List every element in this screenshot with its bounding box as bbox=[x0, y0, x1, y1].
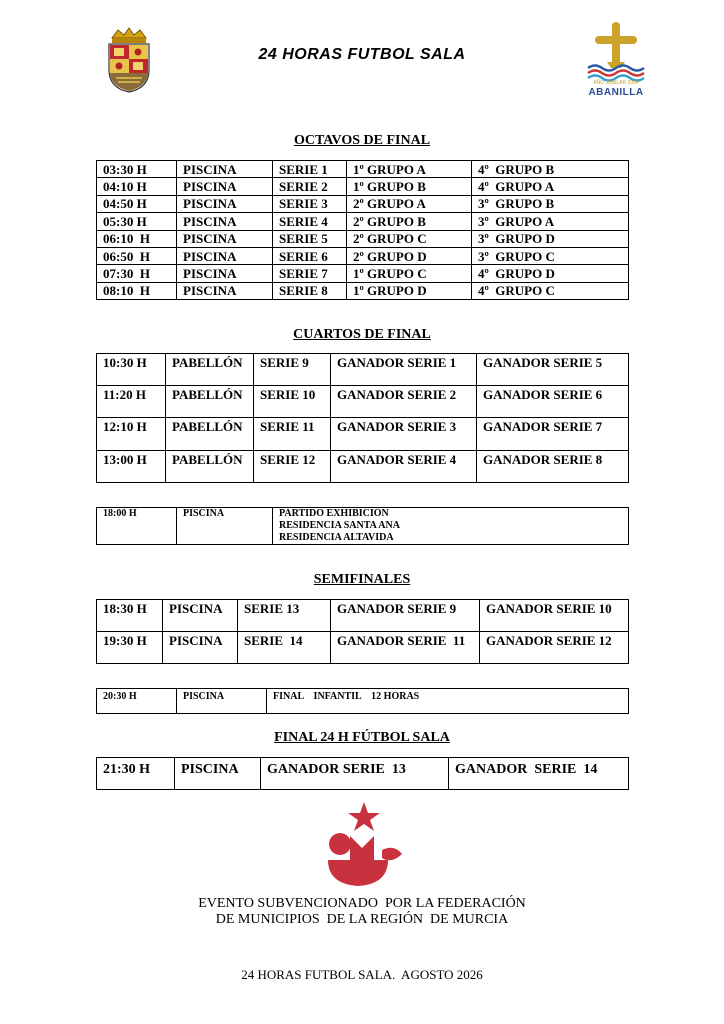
federacion-municipios-logo bbox=[322, 800, 406, 888]
match-venue: PISCINA bbox=[177, 689, 267, 714]
match-time: 20:30 H bbox=[97, 689, 177, 714]
match-team-a: 2º GRUPO B bbox=[347, 213, 472, 230]
table-row bbox=[97, 418, 629, 450]
match-venue: PISCINA bbox=[177, 230, 273, 247]
final-infantil-text: FINAL INFANTIL 12 HORAS bbox=[267, 689, 629, 714]
abanilla-text: ABANILLA bbox=[588, 87, 644, 98]
exhibicion-details bbox=[273, 508, 629, 545]
match-time: 04:50 H bbox=[97, 195, 177, 212]
match-team-a: GANADOR SERIE 11 bbox=[331, 632, 480, 664]
table-row bbox=[97, 265, 629, 282]
footer-event-line: 24 HORAS FUTBOL SALA. AGOSTO 2026 bbox=[241, 967, 483, 982]
match-series: SERIE 9 bbox=[254, 354, 331, 386]
table-row bbox=[97, 600, 629, 632]
table-row bbox=[97, 689, 629, 714]
semifinales-table bbox=[96, 599, 629, 664]
match-team-a: GANADOR SERIE 9 bbox=[331, 600, 480, 632]
table-row bbox=[97, 178, 629, 195]
match-venue: PISCINA bbox=[177, 195, 273, 212]
match-venue: PABELLÓN bbox=[166, 354, 254, 386]
match-series: SERIE 12 bbox=[254, 450, 331, 482]
match-time: 06:50 H bbox=[97, 247, 177, 264]
match-time: 18:00 H bbox=[97, 508, 177, 545]
table-row bbox=[97, 632, 629, 664]
exhibicion-line: PARTIDO EXHIBICIÓN bbox=[279, 508, 389, 519]
match-time: 18:30 H bbox=[97, 600, 163, 632]
match-venue: PISCINA bbox=[177, 161, 273, 178]
match-venue: PABELLÓN bbox=[166, 450, 254, 482]
match-team-a: 1º GRUPO D bbox=[347, 282, 472, 299]
match-team-b: GANADOR SERIE 5 bbox=[477, 354, 629, 386]
match-team-b: GANADOR SERIE 8 bbox=[477, 450, 629, 482]
match-time: 05:30 H bbox=[97, 213, 177, 230]
match-team-b: GANADOR SERIE 10 bbox=[480, 600, 629, 632]
table-row bbox=[97, 213, 629, 230]
match-team-a: GANADOR SERIE 3 bbox=[331, 418, 477, 450]
match-team-b: GANADOR SERIE 12 bbox=[480, 632, 629, 664]
match-venue: PABELLÓN bbox=[166, 418, 254, 450]
match-venue: PISCINA bbox=[177, 213, 273, 230]
exhibicion-line: RESIDENCIA SANTA ANA bbox=[279, 520, 400, 531]
match-venue: PISCINA bbox=[177, 282, 273, 299]
cuartos-table bbox=[96, 353, 629, 483]
match-time: 10:30 H bbox=[97, 354, 166, 386]
match-venue: PISCINA bbox=[163, 600, 238, 632]
match-series: SERIE 10 bbox=[254, 386, 331, 418]
match-time: 12:10 H bbox=[97, 418, 166, 450]
table-row bbox=[97, 758, 629, 790]
final-title: FINAL 24 H FÚTBOL SALA bbox=[274, 730, 450, 745]
exhibicion-table bbox=[96, 507, 629, 545]
match-series: SERIE 3 bbox=[273, 195, 347, 212]
match-series: SERIE 6 bbox=[273, 247, 347, 264]
match-team-b: 3º GRUPO C bbox=[472, 247, 629, 264]
table-row bbox=[97, 386, 629, 418]
match-team-a: GANADOR SERIE 4 bbox=[331, 450, 477, 482]
match-team-a: 1º GRUPO C bbox=[347, 265, 472, 282]
match-series: SERIE 2 bbox=[273, 178, 347, 195]
match-time: 06:10 H bbox=[97, 230, 177, 247]
match-team-b: GANADOR SERIE 14 bbox=[449, 758, 629, 790]
match-time: 03:30 H bbox=[97, 161, 177, 178]
match-time: 21:30 H bbox=[97, 758, 175, 790]
match-team-b: GANADOR SERIE 6 bbox=[477, 386, 629, 418]
match-team-b: 4º GRUPO B bbox=[472, 161, 629, 178]
match-team-a: 2º GRUPO D bbox=[347, 247, 472, 264]
match-venue: PISCINA bbox=[177, 508, 273, 545]
table-row bbox=[97, 508, 629, 545]
exhibicion-line: RESIDENCIA ALTAVIDA bbox=[279, 532, 394, 543]
match-series: SERIE 14 bbox=[238, 632, 331, 664]
match-series: SERIE 7 bbox=[273, 265, 347, 282]
table-row bbox=[97, 247, 629, 264]
match-time: 11:20 H bbox=[97, 386, 166, 418]
table-row bbox=[97, 450, 629, 482]
match-venue: PISCINA bbox=[163, 632, 238, 664]
table-row bbox=[97, 195, 629, 212]
abanilla-jubilee-text: AÑO JUBILAR 2026 bbox=[593, 80, 639, 86]
match-team-a: GANADOR SERIE 13 bbox=[261, 758, 449, 790]
table-row bbox=[97, 230, 629, 247]
footer-sponsor-line1: EVENTO SUBVENCIONADO POR LA FEDERACIÓN bbox=[198, 896, 526, 911]
match-venue: PISCINA bbox=[177, 178, 273, 195]
match-team-b: 4º GRUPO D bbox=[472, 265, 629, 282]
match-team-b: 3º GRUPO D bbox=[472, 230, 629, 247]
match-series: SERIE 1 bbox=[273, 161, 347, 178]
match-series: SERIE 5 bbox=[273, 230, 347, 247]
match-time: 19:30 H bbox=[97, 632, 163, 664]
match-series: SERIE 11 bbox=[254, 418, 331, 450]
match-team-b: 4º GRUPO A bbox=[472, 178, 629, 195]
match-team-a: GANADOR SERIE 1 bbox=[331, 354, 477, 386]
octavos-table bbox=[96, 160, 629, 300]
match-time: 08:10 H bbox=[97, 282, 177, 299]
match-time: 13:00 H bbox=[97, 450, 166, 482]
match-team-b: GANADOR SERIE 7 bbox=[477, 418, 629, 450]
page-title: 24 HORAS FUTBOL SALA bbox=[258, 46, 466, 63]
match-venue: PABELLÓN bbox=[166, 386, 254, 418]
match-series: SERIE 4 bbox=[273, 213, 347, 230]
table-row bbox=[97, 354, 629, 386]
match-venue: PISCINA bbox=[177, 247, 273, 264]
table-row bbox=[97, 282, 629, 299]
match-team-a: 2º GRUPO C bbox=[347, 230, 472, 247]
match-team-a: 1º GRUPO A bbox=[347, 161, 472, 178]
match-series: SERIE 8 bbox=[273, 282, 347, 299]
table-row bbox=[97, 161, 629, 178]
match-team-a: 1º GRUPO B bbox=[347, 178, 472, 195]
match-team-b: 3º GRUPO A bbox=[472, 213, 629, 230]
octavos-title: OCTAVOS DE FINAL bbox=[293, 133, 431, 148]
match-series: SERIE 13 bbox=[238, 600, 331, 632]
cuartos-title: CUARTOS DE FINAL bbox=[293, 327, 431, 342]
match-venue: PISCINA bbox=[177, 265, 273, 282]
final-infantil-table bbox=[96, 688, 629, 714]
match-venue: PISCINA bbox=[175, 758, 261, 790]
match-time: 07:30 H bbox=[97, 265, 177, 282]
final-table bbox=[96, 757, 629, 790]
semifinales-title: SEMIFINALES bbox=[313, 572, 411, 587]
footer-sponsor-line2: DE MUNICIPIOS DE LA REGIÓN DE MURCIA bbox=[215, 912, 509, 927]
match-team-a: 2º GRUPO A bbox=[347, 195, 472, 212]
match-time: 04:10 H bbox=[97, 178, 177, 195]
match-team-a: GANADOR SERIE 2 bbox=[331, 386, 477, 418]
match-team-b: 4º GRUPO C bbox=[472, 282, 629, 299]
match-team-b: 3º GRUPO B bbox=[472, 195, 629, 212]
